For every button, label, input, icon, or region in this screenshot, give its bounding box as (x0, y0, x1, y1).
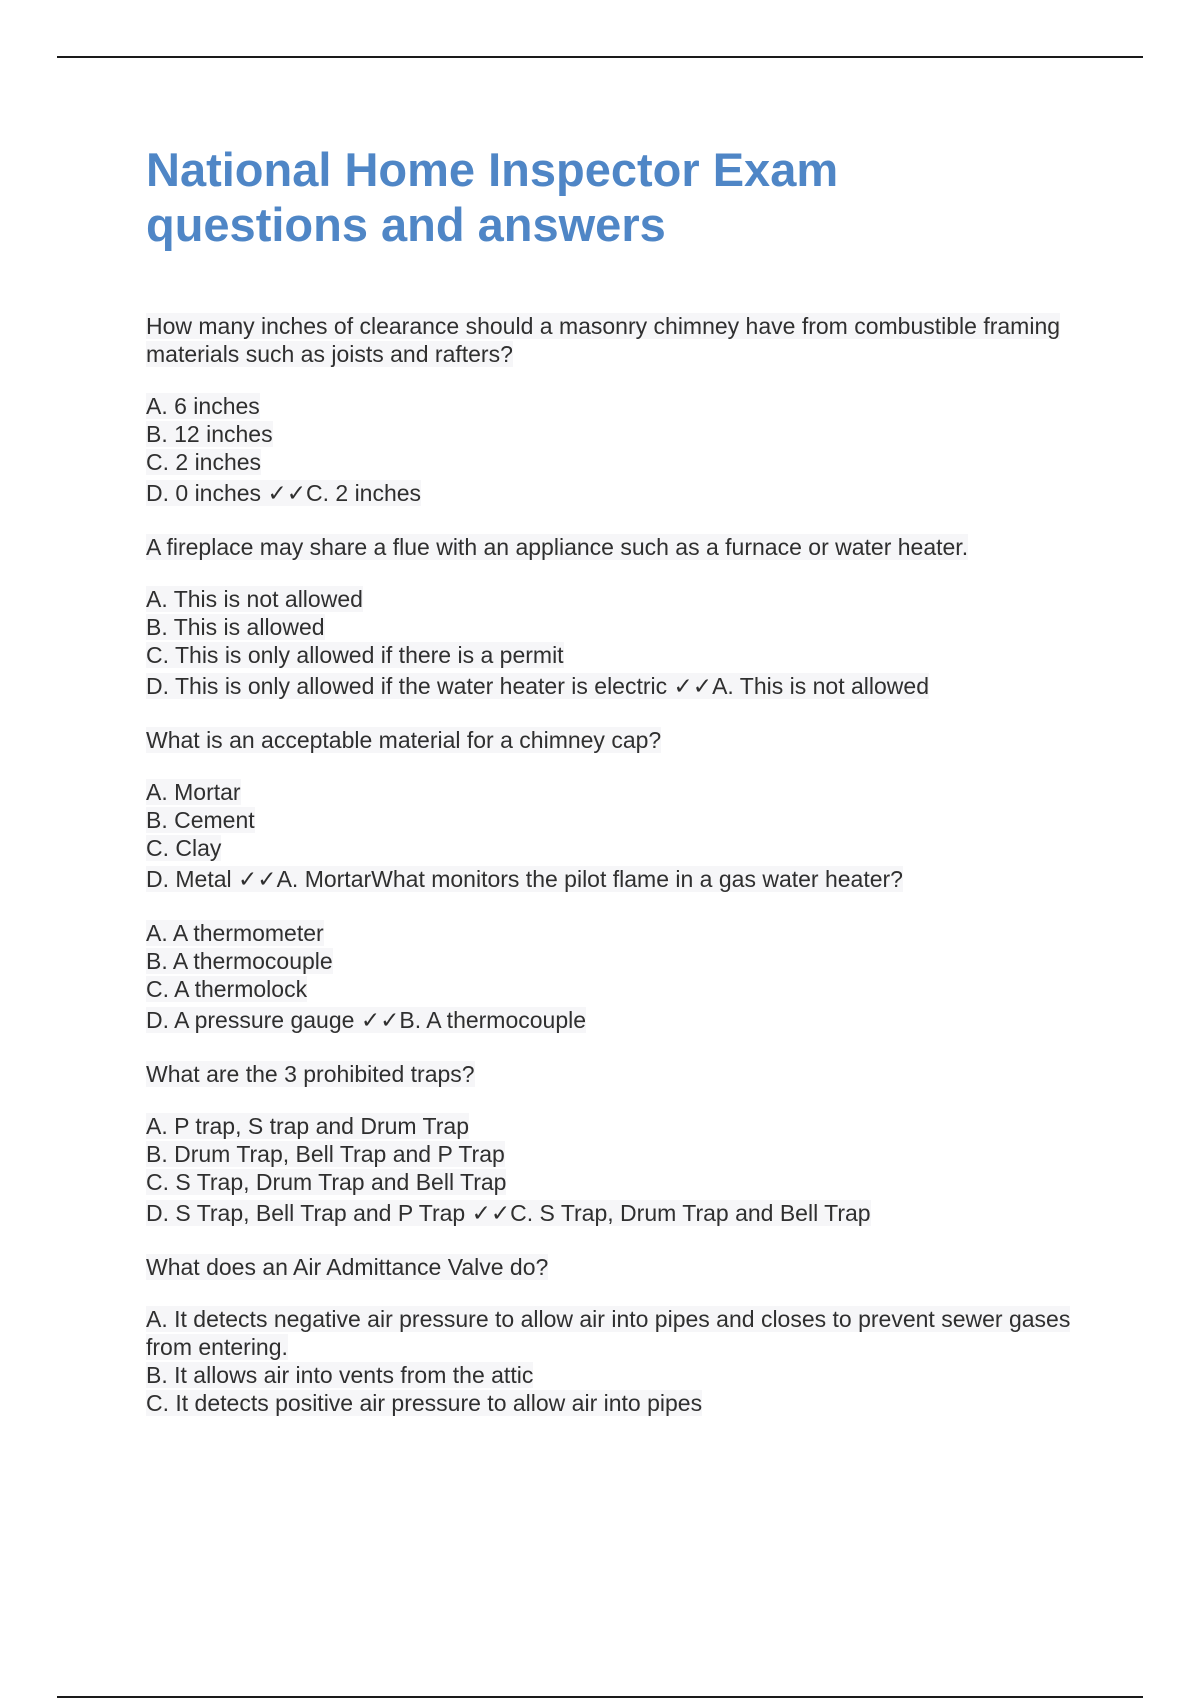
answer-option: C. Clay (146, 835, 222, 861)
header-rule (57, 56, 1143, 58)
answer-option: C. It detects positive air pressure to allow air into pipes (146, 1390, 703, 1416)
answer-option: C. S Trap, Drum Trap and Bell Trap (146, 1169, 507, 1195)
qa-item (146, 1060, 1076, 1227)
qa-item (146, 1253, 1076, 1417)
document-title (146, 142, 1076, 252)
correct-answer: A. This is not allowed (712, 673, 929, 699)
answer-option: A. This is not allowed (146, 586, 363, 612)
question-text: A fireplace may share a flue with an appliance such as a furnace or water heater. (146, 534, 969, 560)
title-line-1: National Home Inspector Exam (146, 143, 839, 196)
question-text: What does an Air Admittance Valve do? (146, 1254, 549, 1280)
title-line-2: questions and answers (146, 198, 666, 251)
check-mark: ✓✓ (360, 1007, 400, 1033)
answer-option-with-key: D. Metal ✓✓A. MortarWhat monitors the pilot flame in a gas water heater? (146, 866, 903, 892)
answer-option: B. A thermocouple (146, 948, 333, 974)
qa-item (146, 312, 1076, 507)
answer-option-with-key: D. 0 inches ✓✓C. 2 inches (146, 480, 422, 506)
answer-option: B. Cement (146, 807, 255, 833)
answer-option: C. This is only allowed if there is a permit (146, 642, 564, 668)
answer-option: B. This is allowed (146, 614, 325, 640)
document-body (146, 142, 1076, 1443)
answer-option: B. Drum Trap, Bell Trap and P Trap (146, 1141, 505, 1167)
answer-option: B. 12 inches (146, 421, 273, 447)
footer-rule (57, 1696, 1143, 1698)
answer-option-with-key: D. This is only allowed if the water heater is electric ✓✓A. This is not allowed (146, 673, 929, 699)
answer-option-with-key: D. A pressure gauge ✓✓B. A thermocouple (146, 1007, 587, 1033)
answer-option: C. A thermolock (146, 976, 308, 1002)
answer-option: A. It detects negative air pressure to allow air into pipes and closes to prevent sewer gases from entering. (146, 1306, 1071, 1360)
qa-item (146, 726, 1076, 893)
answer-option: C. 2 inches (146, 449, 262, 475)
check-mark: ✓✓ (471, 1200, 511, 1226)
answer-option: A. 6 inches (146, 393, 260, 419)
question-text: What are the 3 prohibited traps? (146, 1061, 475, 1087)
answer-option-with-key: D. S Trap, Bell Trap and P Trap ✓✓C. S Trap, Drum Trap and Bell Trap (146, 1200, 871, 1226)
check-mark: ✓✓ (267, 480, 306, 506)
answer-option: A. A thermometer (146, 920, 324, 946)
qa-item (146, 533, 1076, 700)
correct-answer: B. A thermocouple (399, 1007, 587, 1033)
correct-answer: A. MortarWhat monitors the pilot flame in a gas water heater? (276, 866, 903, 892)
question-text: What is an acceptable material for a chimney cap? (146, 727, 662, 753)
answer-option: A. P trap, S trap and Drum Trap (146, 1113, 469, 1139)
correct-answer: C. S Trap, Drum Trap and Bell Trap (510, 1200, 871, 1226)
question-text: How many inches of clearance should a masonry chimney have from combustible framing materials such as joists and rafters? (146, 313, 1061, 367)
answer-option: A. Mortar (146, 779, 241, 805)
check-mark: ✓✓ (673, 673, 713, 699)
qa-item (146, 919, 1076, 1034)
check-mark: ✓✓ (238, 866, 277, 892)
answer-option: B. It allows air into vents from the attic (146, 1362, 534, 1388)
qa-list (146, 312, 1076, 1417)
correct-answer: C. 2 inches (306, 480, 422, 506)
